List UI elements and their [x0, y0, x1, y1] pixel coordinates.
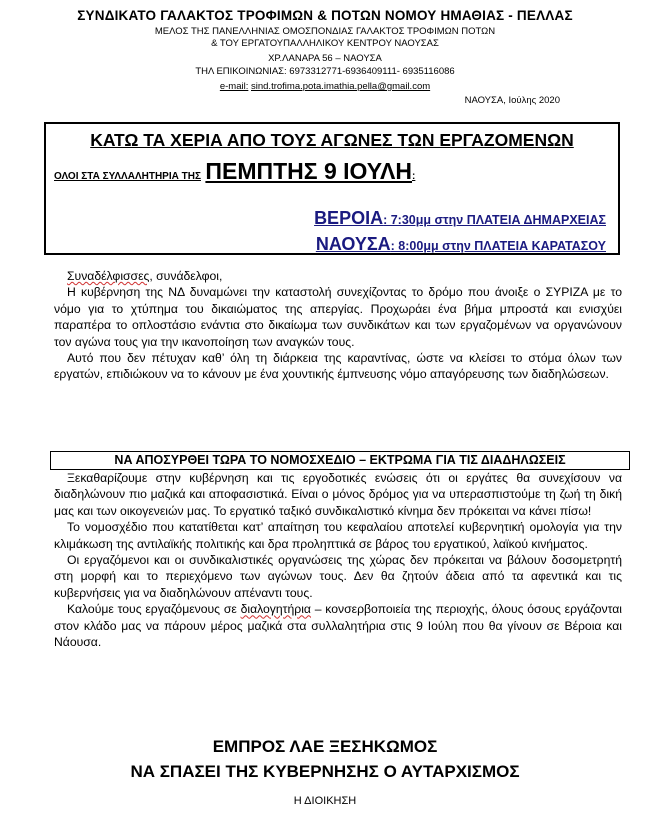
paragraph-3: Ξεκαθαρίζουμε στην κυβέρνηση και τις εργοδοτικές ενώσεις ότι οι εργάτες θα συνεχίσουν να διαδηλώνουν πιο μαζικά και αποφασιστικά. Είναι ο μόνος δρόμος για να υπερασπιστούμε τη ζωή τη δική μας και των οικογενειών μας. Το εργατικό ταξικό συνδικαλιστικό κίνημα δεν πρόκειται να κάνει πίσω! — [54, 471, 622, 518]
date: ΝΑΟΥΣΑ, Ιούλης 2020 — [464, 95, 560, 106]
body-section-1 — [54, 268, 622, 383]
phones: ΤΗΛ ΕΠΙΚΟΙΝΩΝΙΑΣ: 6973312771-6936409111- 6935116086 — [195, 66, 455, 77]
veria-city: ΒΕΡΟΙΑ — [314, 208, 384, 228]
call-line — [54, 158, 415, 185]
slogan-1: ΕΜΠΡΟΣ ΛΑΕ ΞΕΣΗΚΩΜΟΣ — [212, 737, 438, 756]
body-section-2 — [54, 470, 622, 650]
paragraph-4: Το νομοσχέδιο που κατατίθεται κατ’ απαίτηση του κεφαλαίου αποτελεί κυβερνητική ομολογία για την κλιμάκωση της αντιλαϊκής πολιτικής και δρα προληπτικά σε βάρος του εργατικού, λαϊκού κινήματος. — [54, 520, 622, 551]
rally-callout-box — [44, 122, 620, 255]
greeting-rest: , συνάδελφοι, — [149, 269, 223, 283]
member-line-1: ΜΕΛΟΣ ΤΗΣ ΠΑΝΕΛΛΗΝΙΑΣ ΟΜΟΣΠΟΝΔΙΑΣ ΓΑΛΑΚΤΟΣ ΤΡΟΦΙΜΩΝ ΠΟΤΩΝ — [154, 26, 496, 37]
rally-naousa — [316, 234, 606, 255]
para6-start: Καλούμε τους εργαζόμενους σε — [67, 602, 241, 617]
paragraph-2: Αυτό που δεν πέτυχαν καθ’ όλη τη διάρκεια της καραντίνας, ώστε να κλείσει το στόμα όλων των εργατών, επιδιώκουν να το κάνουν με ένα χουντικής έμπνευσης νόμο απαγόρευσης των διαδηλώσεων. — [54, 351, 622, 382]
email-line — [0, 81, 650, 92]
member-line-2: & ΤΟΥ ΕΡΓΑΤΟΥΠΑΛΛΗΛΙΚΟΥ ΚΕΝΤΡΟΥ ΝΑΟΥΣΑΣ — [211, 38, 439, 49]
paragraph-1: Η κυβέρνηση της ΝΔ δυναμώνει την καταστολή συνεχίζοντας το δρόμο που άνοιξε ο ΣΥΡΙΖΑ με το νόμο για το χτύπημα του δικαιώματος της απεργίας. Προχωράει ένα βήμα μπροστά και ενισχύει παραπέρα το οπλοστάσιο ενάντια στο δικαίωμα των συνδικάτων και των εργαζομένων να οργανώνουν τον αγώνα τους για την ικανοποίηση των αναγκών τους. — [54, 285, 622, 349]
para6-end: – κονσερβοποιεία της περιοχής, όλους όσους εργάζονται στον κλάδο μας να πάρουν μέρος μαζικά στα συλλαλητήρια στις 9 Ιούλη που θα γίνουν σε Βέροια και Νάουσα. — [54, 602, 622, 650]
call-prefix: ΟΛΟΙ ΣΤΑ ΣΥΛΛΑΛΗΤΗΡΙΑ ΤΗΣ — [54, 171, 201, 182]
address: ΧΡ.ΛΑΝΑΡΑ 56 – ΝΑΟΥΣΑ — [268, 53, 382, 64]
rally-veria — [314, 208, 606, 229]
withdraw-bill-banner: ΝΑ ΑΠΟΣΥΡΘΕΙ ΤΩΡΑ ΤΟ ΝΟΜΟΣΧΕΔΙΟ – ΕΚΤΡΩΜΑ ΓΙΑ ΤΙΣ ΔΙΑΔΗΛΩΣΕΙΣ — [50, 451, 630, 470]
email-label: e-mail: — [219, 81, 249, 92]
greeting-word: Συναδέλφισσες — [67, 269, 150, 283]
veria-details: : 7:30μμ στην ΠΛΑΤΕΙΑ ΔΗΜΑΡΧΕΙΑΣ — [383, 213, 606, 227]
email-link[interactable]: sind.trofima.pota.imathia.pella@gmail.com — [251, 81, 431, 92]
call-day: ΠΕΜΠΤΗΣ 9 ΙΟΥΛΗ — [205, 158, 413, 184]
call-suffix: : — [412, 171, 416, 182]
paragraph-5: Οι εργαζόμενοι και οι συνδικαλιστικές οργανώσεις της χώρας δεν πρόκειται να βάλουν δοσομετρητή στη μορφή και το περιεχόμενο των αγώνων τους. Δεν θα ζητούν άδεια από τα αφεντικά και τις κυβερνήσεις για να διαδηλώνουν απέναντι τους. — [54, 553, 622, 600]
naousa-city: ΝΑΟΥΣΑ — [315, 234, 391, 254]
callout-title: ΚΑΤΩ ΤΑ ΧΕΡΙΑ ΑΠΟ ΤΟΥΣ ΑΓΩΝΕΣ ΤΩΝ ΕΡΓΑΖΟΜΕΝΩΝ — [90, 130, 574, 150]
union-name: ΣΥΝΔΙΚΑΤΟ ΓΑΛΑΚΤΟΣ ΤΡΟΦΙΜΩΝ & ΠΟΤΩΝ ΝΟΜΟΥ ΗΜΑΘΙΑΣ - ΠΕΛΛΑΣ — [77, 8, 573, 23]
paragraph-6 — [54, 601, 622, 650]
naousa-details: : 8:00μμ στην ΠΛΑΤΕΙΑ ΚΑΡΑΤΑΣΟΥ — [390, 239, 606, 253]
para6-flagged-word: διαλογητήρια — [240, 602, 311, 617]
signature: Η ΔΙΟΙΚΗΣΗ — [293, 795, 357, 807]
slogan-2: ΝΑ ΣΠΑΣΕΙ ΤΗΣ ΚΥΒΕΡΝΗΣΗΣ Ο ΑΥΤΑΡΧΙΣΜΟΣ — [130, 762, 520, 781]
greeting — [54, 268, 622, 284]
